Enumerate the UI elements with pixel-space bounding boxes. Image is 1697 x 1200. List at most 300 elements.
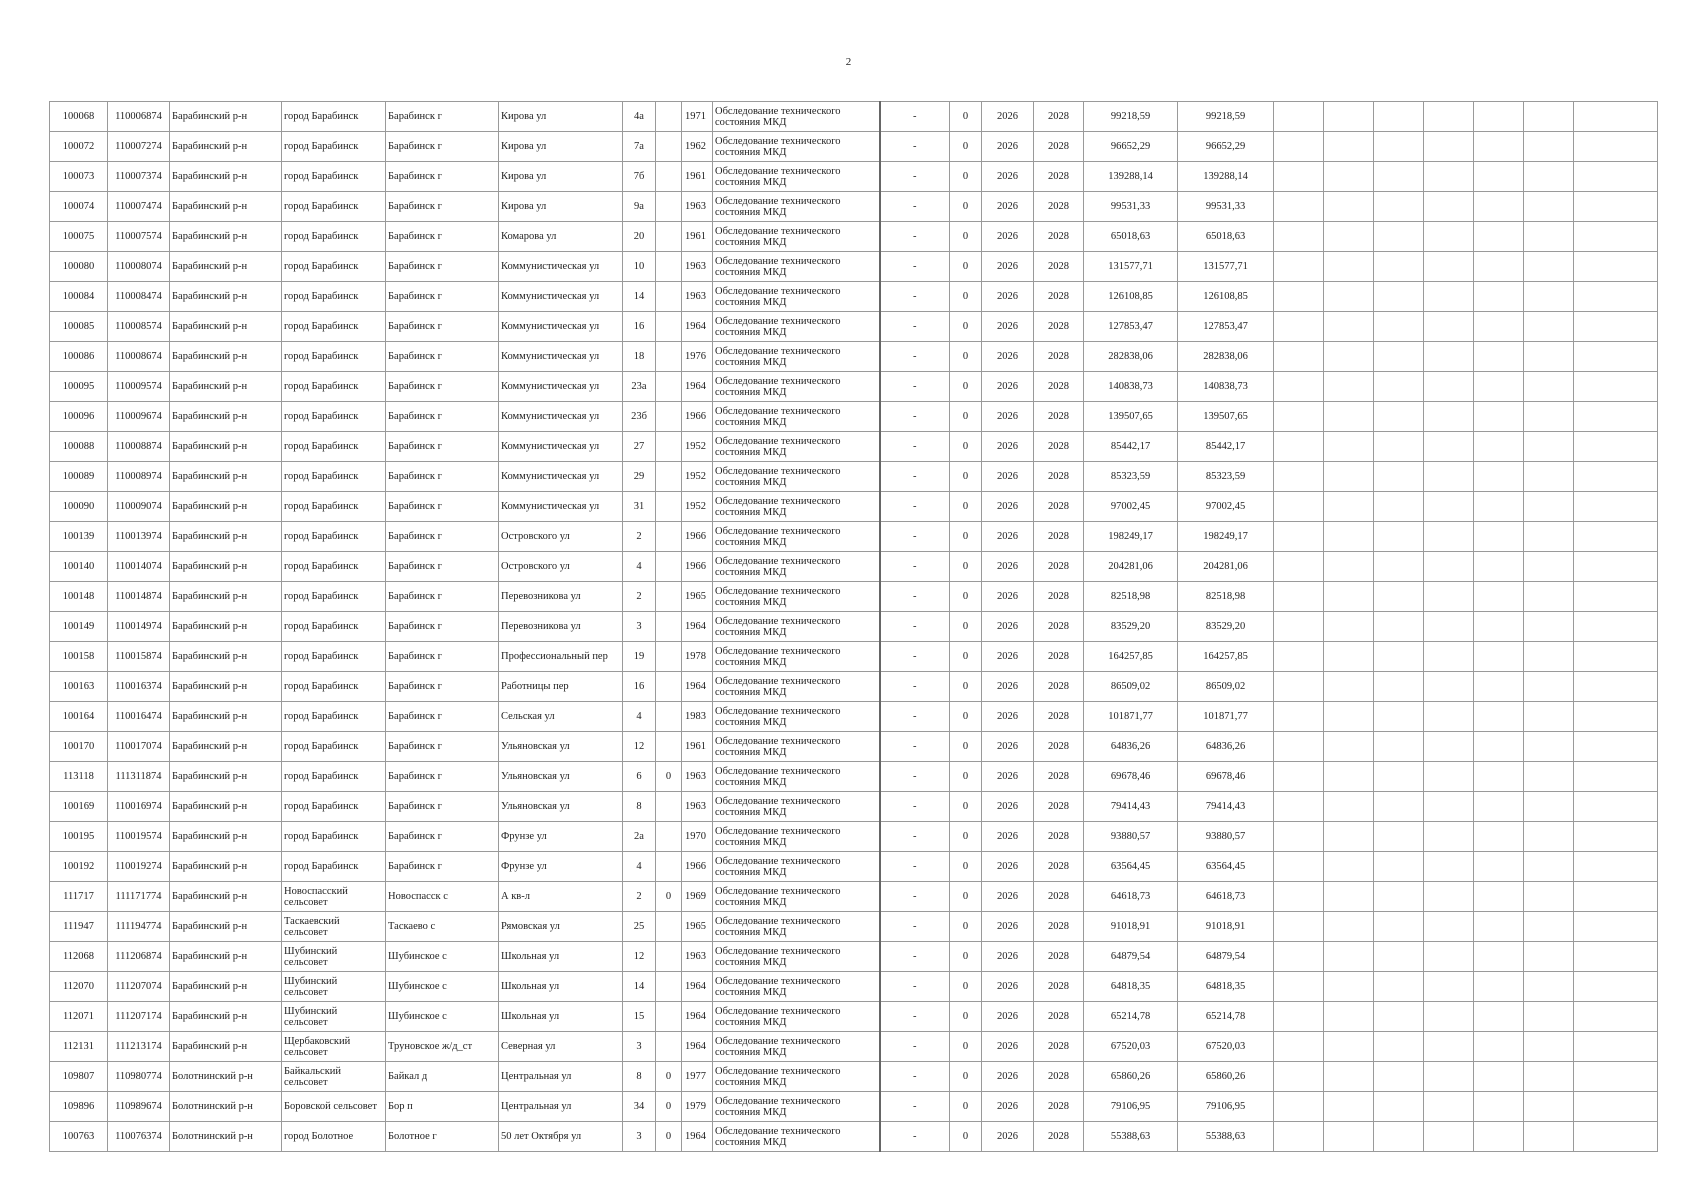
cell-house-code: 110014074 <box>108 552 170 582</box>
empty-cell <box>1574 612 1658 642</box>
cell-cost: 65860,26 <box>1084 1062 1178 1092</box>
empty-cell <box>1574 372 1658 402</box>
cell-district: Барабинский р-н <box>170 312 282 342</box>
table-row <box>50 462 1658 492</box>
cell-street: Профессиональный пер <box>499 642 623 672</box>
empty-cell <box>1574 282 1658 312</box>
cell-year-start: 2026 <box>982 702 1034 732</box>
cell-empty-cell: - <box>880 702 950 732</box>
empty-cell <box>1324 102 1374 132</box>
empty-cell <box>1524 822 1574 852</box>
empty-cell <box>1424 762 1474 792</box>
empty-cell <box>1274 282 1324 312</box>
cell-count: 0 <box>950 492 982 522</box>
cell-work-type: Обследование технического состояния МКД <box>713 552 880 582</box>
cell-build-year: 1970 <box>682 822 713 852</box>
cell-locality: Таскаево с <box>386 912 499 942</box>
cell-build-year: 1963 <box>682 192 713 222</box>
table-row <box>50 192 1658 222</box>
empty-cell <box>1274 402 1324 432</box>
cell-year-start: 2026 <box>982 912 1034 942</box>
empty-cell <box>1374 852 1424 882</box>
cell-total-cost: 204281,06 <box>1178 552 1274 582</box>
cell-object-id: 100080 <box>50 252 108 282</box>
cell-building <box>656 732 682 762</box>
cell-street: Перевозникова ул <box>499 582 623 612</box>
cell-year-end: 2028 <box>1034 222 1084 252</box>
empty-cell <box>1324 432 1374 462</box>
cell-empty-cell: - <box>880 912 950 942</box>
cell-empty-cell: - <box>880 972 950 1002</box>
empty-cell <box>1474 1062 1524 1092</box>
cell-municipality: город Болотное <box>282 1122 386 1152</box>
cell-locality: Барабинск г <box>386 642 499 672</box>
cell-building <box>656 462 682 492</box>
empty-cell <box>1524 852 1574 882</box>
empty-cell <box>1574 882 1658 912</box>
empty-cell <box>1574 102 1658 132</box>
empty-cell <box>1574 222 1658 252</box>
cell-locality: Барабинск г <box>386 492 499 522</box>
cell-house-number: 16 <box>623 312 656 342</box>
empty-cell <box>1524 402 1574 432</box>
empty-cell <box>1274 732 1324 762</box>
cell-house-code: 110980774 <box>108 1062 170 1092</box>
cell-count: 0 <box>950 612 982 642</box>
empty-cell <box>1574 672 1658 702</box>
empty-cell <box>1374 1032 1424 1062</box>
cell-locality: Барабинск г <box>386 162 499 192</box>
empty-cell <box>1574 162 1658 192</box>
cell-object-id: 100140 <box>50 552 108 582</box>
cell-building <box>656 702 682 732</box>
cell-cost: 63564,45 <box>1084 852 1178 882</box>
empty-cell <box>1424 1062 1474 1092</box>
empty-cell <box>1524 1122 1574 1152</box>
empty-cell <box>1524 342 1574 372</box>
empty-cell <box>1524 762 1574 792</box>
empty-cell <box>1424 1092 1474 1122</box>
cell-year-start: 2026 <box>982 1002 1034 1032</box>
cell-house-number: 31 <box>623 492 656 522</box>
cell-district: Барабинский р-н <box>170 372 282 402</box>
empty-cell <box>1524 312 1574 342</box>
cell-object-id: 100096 <box>50 402 108 432</box>
table-row <box>50 822 1658 852</box>
cell-empty-cell: - <box>880 492 950 522</box>
cell-build-year: 1965 <box>682 582 713 612</box>
cell-locality: Барабинск г <box>386 792 499 822</box>
cell-municipality: город Барабинск <box>282 852 386 882</box>
cell-house-code: 110008674 <box>108 342 170 372</box>
cell-house-code: 110014974 <box>108 612 170 642</box>
cell-object-id: 100158 <box>50 642 108 672</box>
empty-cell <box>1524 1062 1574 1092</box>
empty-cell <box>1574 432 1658 462</box>
cell-object-id: 100192 <box>50 852 108 882</box>
cell-total-cost: 282838,06 <box>1178 342 1274 372</box>
cell-empty-cell: - <box>880 552 950 582</box>
page-number: 2 <box>845 56 852 68</box>
cell-cost: 86509,02 <box>1084 672 1178 702</box>
cell-house-code: 111207174 <box>108 1002 170 1032</box>
cell-house-number: 8 <box>623 792 656 822</box>
cell-locality: Барабинск г <box>386 252 499 282</box>
cell-building <box>656 402 682 432</box>
empty-cell <box>1474 582 1524 612</box>
cell-object-id: 100084 <box>50 282 108 312</box>
cell-build-year: 1976 <box>682 342 713 372</box>
cell-work-type: Обследование технического состояния МКД <box>713 642 880 672</box>
empty-cell <box>1324 1032 1374 1062</box>
cell-municipality: город Барабинск <box>282 342 386 372</box>
cell-municipality: город Барабинск <box>282 252 386 282</box>
cell-build-year: 1983 <box>682 702 713 732</box>
empty-cell <box>1374 822 1424 852</box>
empty-cell <box>1474 342 1524 372</box>
cell-district: Барабинский р-н <box>170 612 282 642</box>
empty-cell <box>1374 432 1424 462</box>
cell-build-year: 1952 <box>682 462 713 492</box>
cell-work-type: Обследование технического состояния МКД <box>713 402 880 432</box>
empty-cell <box>1474 522 1524 552</box>
cell-build-year: 1978 <box>682 642 713 672</box>
empty-cell <box>1574 972 1658 1002</box>
empty-cell <box>1374 672 1424 702</box>
cell-house-number: 23а <box>623 372 656 402</box>
cell-year-start: 2026 <box>982 792 1034 822</box>
cell-house-number: 2 <box>623 882 656 912</box>
cell-year-start: 2026 <box>982 582 1034 612</box>
empty-cell <box>1474 222 1524 252</box>
cell-locality: Барабинск г <box>386 462 499 492</box>
empty-cell <box>1374 312 1424 342</box>
cell-building <box>656 972 682 1002</box>
cell-house-number: 4 <box>623 852 656 882</box>
cell-build-year: 1962 <box>682 132 713 162</box>
empty-cell <box>1424 972 1474 1002</box>
empty-cell <box>1574 912 1658 942</box>
cell-district: Барабинский р-н <box>170 342 282 372</box>
cell-building <box>656 432 682 462</box>
cell-municipality: Боровской сельсовет <box>282 1092 386 1122</box>
empty-cell <box>1524 132 1574 162</box>
table-row <box>50 312 1658 342</box>
cell-year-start: 2026 <box>982 672 1034 702</box>
cell-count: 0 <box>950 1002 982 1032</box>
cell-municipality: город Барабинск <box>282 402 386 432</box>
cell-building: 0 <box>656 882 682 912</box>
cell-year-end: 2028 <box>1034 822 1084 852</box>
cell-empty-cell: - <box>880 252 950 282</box>
cell-municipality: Шубинский сельсовет <box>282 942 386 972</box>
cell-year-start: 2026 <box>982 432 1034 462</box>
cell-house-number: 16 <box>623 672 656 702</box>
empty-cell <box>1524 792 1574 822</box>
empty-cell <box>1524 1092 1574 1122</box>
cell-cost: 85323,59 <box>1084 462 1178 492</box>
empty-cell <box>1574 192 1658 222</box>
cell-locality: Барабинск г <box>386 612 499 642</box>
cell-house-number: 3 <box>623 1032 656 1062</box>
cell-build-year: 1979 <box>682 1092 713 1122</box>
cell-municipality: Щербаковский сельсовет <box>282 1032 386 1062</box>
cell-year-start: 2026 <box>982 1122 1034 1152</box>
empty-cell <box>1574 732 1658 762</box>
empty-cell <box>1274 1122 1324 1152</box>
cell-total-cost: 64818,35 <box>1178 972 1274 1002</box>
cell-year-end: 2028 <box>1034 612 1084 642</box>
cell-object-id: 100088 <box>50 432 108 462</box>
cell-count: 0 <box>950 282 982 312</box>
empty-cell <box>1274 1032 1324 1062</box>
table-row <box>50 702 1658 732</box>
empty-cell <box>1274 822 1324 852</box>
cell-build-year: 1964 <box>682 612 713 642</box>
cell-count: 0 <box>950 462 982 492</box>
cell-municipality: город Барабинск <box>282 312 386 342</box>
empty-cell <box>1374 522 1424 552</box>
cell-count: 0 <box>950 792 982 822</box>
table-row <box>50 1032 1658 1062</box>
empty-cell <box>1424 1032 1474 1062</box>
empty-cell <box>1374 282 1424 312</box>
cell-building <box>656 522 682 552</box>
cell-locality: Шубинское с <box>386 1002 499 1032</box>
cell-cost: 79414,43 <box>1084 792 1178 822</box>
empty-cell <box>1374 132 1424 162</box>
cell-cost: 93880,57 <box>1084 822 1178 852</box>
cell-house-code: 110019574 <box>108 822 170 852</box>
empty-cell <box>1524 702 1574 732</box>
cell-total-cost: 93880,57 <box>1178 822 1274 852</box>
cell-locality: Барабинск г <box>386 672 499 702</box>
cell-district: Барабинский р-н <box>170 222 282 252</box>
empty-cell <box>1474 402 1524 432</box>
cell-house-code: 110008574 <box>108 312 170 342</box>
cell-count: 0 <box>950 822 982 852</box>
empty-cell <box>1324 852 1374 882</box>
table-row <box>50 522 1658 552</box>
cell-year-start: 2026 <box>982 732 1034 762</box>
empty-cell <box>1524 192 1574 222</box>
cell-district: Барабинский р-н <box>170 102 282 132</box>
empty-cell <box>1324 972 1374 1002</box>
empty-cell <box>1374 942 1424 972</box>
cell-house-code: 110016974 <box>108 792 170 822</box>
cell-work-type: Обследование технического состояния МКД <box>713 882 880 912</box>
empty-cell <box>1524 552 1574 582</box>
cell-house-number: 2 <box>623 522 656 552</box>
cell-building: 0 <box>656 1062 682 1092</box>
cell-cost: 64618,73 <box>1084 882 1178 912</box>
cell-building <box>656 192 682 222</box>
cell-district: Барабинский р-н <box>170 492 282 522</box>
cell-work-type: Обследование технического состояния МКД <box>713 1092 880 1122</box>
empty-cell <box>1474 102 1524 132</box>
cell-count: 0 <box>950 762 982 792</box>
cell-house-number: 7б <box>623 162 656 192</box>
cell-object-id: 100089 <box>50 462 108 492</box>
cell-cost: 127853,47 <box>1084 312 1178 342</box>
cell-building: 0 <box>656 1122 682 1152</box>
cell-locality: Барабинск г <box>386 102 499 132</box>
cell-building <box>656 252 682 282</box>
table-row <box>50 162 1658 192</box>
empty-cell <box>1424 612 1474 642</box>
cell-house-code: 110989674 <box>108 1092 170 1122</box>
empty-cell <box>1274 642 1324 672</box>
cell-work-type: Обследование технического состояния МКД <box>713 462 880 492</box>
cell-year-start: 2026 <box>982 612 1034 642</box>
cell-cost: 64818,35 <box>1084 972 1178 1002</box>
cell-street: 50 лет Октября ул <box>499 1122 623 1152</box>
empty-cell <box>1574 402 1658 432</box>
empty-cell <box>1374 492 1424 522</box>
cell-cost: 69678,46 <box>1084 762 1178 792</box>
empty-cell <box>1374 342 1424 372</box>
table-row <box>50 1002 1658 1032</box>
cell-object-id: 100086 <box>50 342 108 372</box>
cell-object-id: 100195 <box>50 822 108 852</box>
empty-cell <box>1474 852 1524 882</box>
cell-street: Центральная ул <box>499 1062 623 1092</box>
cell-count: 0 <box>950 522 982 552</box>
cell-building <box>656 372 682 402</box>
cell-municipality: город Барабинск <box>282 522 386 552</box>
empty-cell <box>1574 252 1658 282</box>
cell-cost: 91018,91 <box>1084 912 1178 942</box>
cell-empty-cell: - <box>880 402 950 432</box>
empty-cell <box>1524 162 1574 192</box>
cell-locality: Барабинск г <box>386 552 499 582</box>
cell-house-code: 110007574 <box>108 222 170 252</box>
cell-count: 0 <box>950 882 982 912</box>
empty-cell <box>1374 552 1424 582</box>
cell-total-cost: 139507,65 <box>1178 402 1274 432</box>
cell-empty-cell: - <box>880 342 950 372</box>
empty-cell <box>1574 132 1658 162</box>
cell-count: 0 <box>950 672 982 702</box>
empty-cell <box>1274 762 1324 792</box>
cell-object-id: 100074 <box>50 192 108 222</box>
cell-count: 0 <box>950 132 982 162</box>
cell-street: Кирова ул <box>499 162 623 192</box>
empty-cell <box>1524 942 1574 972</box>
cell-house-code: 110008974 <box>108 462 170 492</box>
cell-work-type: Обследование технического состояния МКД <box>713 612 880 642</box>
cell-district: Барабинский р-н <box>170 762 282 792</box>
cell-district: Барабинский р-н <box>170 732 282 762</box>
cell-house-number: 3 <box>623 612 656 642</box>
cell-count: 0 <box>950 642 982 672</box>
empty-cell <box>1524 222 1574 252</box>
cell-municipality: город Барабинск <box>282 222 386 252</box>
empty-cell <box>1424 252 1474 282</box>
cell-cost: 140838,73 <box>1084 372 1178 402</box>
empty-cell <box>1524 432 1574 462</box>
cell-municipality: город Барабинск <box>282 642 386 672</box>
table-row <box>50 132 1658 162</box>
cell-count: 0 <box>950 342 982 372</box>
cell-total-cost: 64836,26 <box>1178 732 1274 762</box>
table-row <box>50 672 1658 702</box>
empty-cell <box>1324 732 1374 762</box>
cell-empty-cell: - <box>880 312 950 342</box>
cell-building <box>656 672 682 702</box>
empty-cell <box>1424 702 1474 732</box>
empty-cell <box>1474 912 1524 942</box>
table-row <box>50 582 1658 612</box>
cell-build-year: 1963 <box>682 252 713 282</box>
empty-cell <box>1574 462 1658 492</box>
empty-cell <box>1574 1002 1658 1032</box>
cell-building <box>656 222 682 252</box>
empty-cell <box>1324 642 1374 672</box>
cell-house-code: 110008074 <box>108 252 170 282</box>
empty-cell <box>1574 702 1658 732</box>
cell-empty-cell: - <box>880 942 950 972</box>
cell-year-start: 2026 <box>982 1032 1034 1062</box>
cell-year-end: 2028 <box>1034 792 1084 822</box>
cell-municipality: город Барабинск <box>282 492 386 522</box>
empty-cell <box>1424 852 1474 882</box>
cell-district: Барабинский р-н <box>170 402 282 432</box>
empty-cell <box>1474 282 1524 312</box>
cell-street: Комарова ул <box>499 222 623 252</box>
cell-year-end: 2028 <box>1034 372 1084 402</box>
cell-district: Барабинский р-н <box>170 582 282 612</box>
cell-cost: 164257,85 <box>1084 642 1178 672</box>
cell-cost: 99218,59 <box>1084 102 1178 132</box>
empty-cell <box>1474 942 1524 972</box>
empty-cell <box>1574 822 1658 852</box>
cell-cost: 282838,06 <box>1084 342 1178 372</box>
cell-municipality: город Барабинск <box>282 732 386 762</box>
cell-district: Барабинский р-н <box>170 882 282 912</box>
empty-cell <box>1424 492 1474 522</box>
table-row <box>50 1092 1658 1122</box>
cell-year-start: 2026 <box>982 192 1034 222</box>
empty-cell <box>1374 162 1424 192</box>
cell-street: Коммунистическая ул <box>499 312 623 342</box>
cell-build-year: 1966 <box>682 522 713 552</box>
cell-house-code: 110008474 <box>108 282 170 312</box>
cell-street: Перевозникова ул <box>499 612 623 642</box>
cell-object-id: 100170 <box>50 732 108 762</box>
cell-municipality: город Барабинск <box>282 372 386 402</box>
cell-locality: Новоспасск с <box>386 882 499 912</box>
empty-cell <box>1374 1062 1424 1092</box>
cell-object-id: 100163 <box>50 672 108 702</box>
cell-street: Фрунзе ул <box>499 852 623 882</box>
cell-year-end: 2028 <box>1034 552 1084 582</box>
cell-locality: Барабинск г <box>386 192 499 222</box>
cell-house-number: 4а <box>623 102 656 132</box>
empty-cell <box>1474 312 1524 342</box>
table-row <box>50 972 1658 1002</box>
cell-building <box>656 312 682 342</box>
cell-district: Болотнинский р-н <box>170 1092 282 1122</box>
cell-build-year: 1964 <box>682 312 713 342</box>
cell-empty-cell: - <box>880 432 950 462</box>
cell-street: Коммунистическая ул <box>499 342 623 372</box>
cell-object-id: 113118 <box>50 762 108 792</box>
empty-cell <box>1324 552 1374 582</box>
cell-house-number: 2а <box>623 822 656 852</box>
empty-cell <box>1274 852 1324 882</box>
cell-build-year: 1964 <box>682 1002 713 1032</box>
